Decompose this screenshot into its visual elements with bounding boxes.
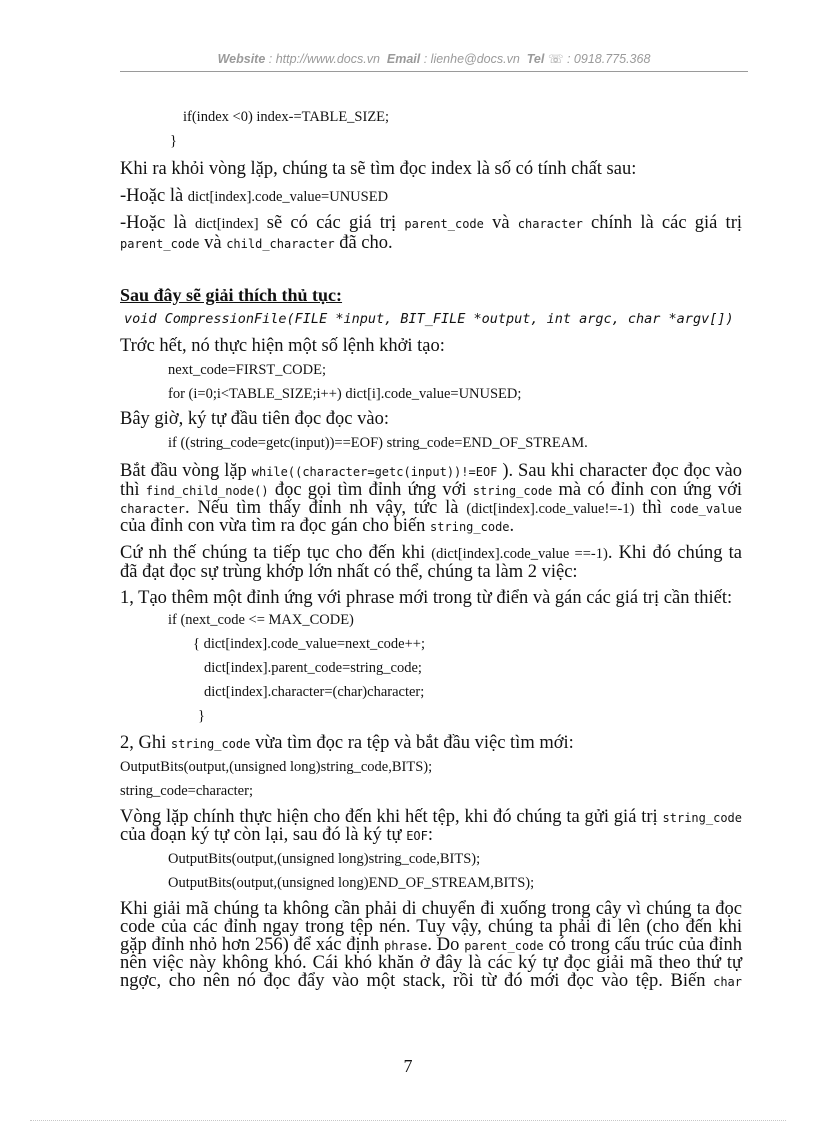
website-value: : http://www.docs.vn bbox=[268, 52, 380, 66]
code-run: (dict[index].code_value!=-1) bbox=[466, 501, 635, 517]
code-line: OutputBits(output,(unsigned long)END_OF_STREAM,BITS); bbox=[168, 875, 535, 891]
paragraph-line: 1, Tạo thêm một đỉnh ứng với phrase mới trong từ điển và gán các giá trị cần thiết: bbox=[120, 588, 733, 608]
phone-icon: ☏ bbox=[547, 52, 564, 66]
code-run: dict[index].code_value=UNUSED bbox=[187, 189, 389, 205]
code-line: dict[index].parent_code=string_code; bbox=[204, 660, 422, 676]
code-run: EOF bbox=[406, 829, 428, 843]
text-run: của đoạn ký tự còn lại, sau đó là ký tự bbox=[120, 825, 407, 845]
paragraph-line bbox=[120, 234, 393, 253]
page-header bbox=[120, 51, 748, 66]
code-run: string_code bbox=[472, 484, 553, 498]
code-run: parent_code bbox=[464, 939, 544, 953]
paragraph-line: Trớc hết, nó thực hiện một số lệnh khởi tạo: bbox=[120, 336, 445, 356]
text-run: chính là các giá trị bbox=[582, 213, 742, 233]
text-run: ). Sau khi character đọc đọc vào bbox=[497, 461, 742, 481]
text-run: . Nếu tìm thấy đỉnh nh vậy, tức là bbox=[185, 498, 467, 518]
code-run: code_value bbox=[669, 502, 742, 516]
code-line: } bbox=[198, 708, 205, 724]
code-line: } bbox=[170, 133, 177, 149]
tel-label: Tel bbox=[526, 52, 545, 66]
paragraph-line bbox=[120, 972, 742, 991]
code-run: parent_code bbox=[404, 217, 484, 231]
paragraph-line bbox=[120, 481, 742, 500]
code-run: while((character=getc(input))!=EOF bbox=[251, 465, 498, 479]
text-run: ngợc, cho nên nó đọc đẩy vào một stack, rồi từ đó mới đọc vào tệp. Biến bbox=[120, 971, 714, 991]
code-line: for (i=0;i<TABLE_SIZE;i++) dict[i].code_value=UNUSED; bbox=[168, 386, 522, 402]
text-run: đọc gọi tìm đỉnh ứng với bbox=[268, 480, 473, 500]
text-run: -Hoặc là bbox=[120, 213, 195, 233]
email-value: : lienhe@docs.vn bbox=[423, 52, 520, 66]
text-run: Vòng lặp chính thực hiện cho đến khi hết tệp, khi đó chúng ta gửi giá trị bbox=[120, 807, 663, 827]
text-run: gặp đỉnh nhỏ hơn 256) để xác định bbox=[120, 935, 384, 955]
paragraph-line: nên việc này không khó. Cái khó khăn ở đây là các ký tự đọc giải mã theo thứ tự bbox=[120, 953, 742, 973]
code-run: (dict[index].code_value ==-1) bbox=[431, 546, 608, 562]
code-line: if ((string_code=getc(input))==EOF) string_code=END_OF_STREAM. bbox=[168, 435, 588, 451]
code-run: phrase bbox=[383, 939, 428, 953]
email-label: Email bbox=[386, 52, 421, 66]
tel-value: : 0918.775.368 bbox=[566, 52, 651, 66]
text-run: -Hoặc là bbox=[120, 186, 188, 206]
text-run: thì bbox=[120, 480, 146, 500]
text-run: . bbox=[509, 516, 515, 536]
code-line: dict[index].character=(char)character; bbox=[204, 684, 425, 700]
code-run: string_code bbox=[430, 520, 510, 534]
code-run: string_code bbox=[662, 811, 742, 825]
paragraph-line: Bây giờ, ký tự đầu tiên đọc đọc vào: bbox=[120, 409, 389, 429]
code-line: OutputBits(output,(unsigned long)string_code,BITS); bbox=[168, 851, 481, 867]
code-line: string_code=character; bbox=[120, 783, 253, 799]
paragraph-line bbox=[120, 808, 742, 827]
code-line: next_code=FIRST_CODE; bbox=[168, 362, 326, 378]
text-run: Bắt đầu vòng lặp bbox=[120, 461, 252, 481]
code-run: string_code bbox=[170, 737, 251, 751]
code-run: char bbox=[713, 975, 742, 989]
text-run: có trong cấu trúc của đỉnh bbox=[543, 935, 742, 955]
footer-rule bbox=[30, 1120, 786, 1121]
code-run: character bbox=[120, 502, 186, 516]
paragraph-line bbox=[120, 544, 742, 563]
code-line: if (next_code <= MAX_CODE) bbox=[168, 612, 354, 628]
text-run: mà có đỉnh con ứng với bbox=[552, 480, 742, 500]
text-run: Cứ nh thế chúng ta tiếp tục cho đến khi bbox=[120, 543, 432, 563]
code-run: child_character bbox=[226, 237, 335, 251]
text-run: đã cho. bbox=[334, 233, 393, 253]
text-run: . Khi đó chúng ta bbox=[607, 543, 743, 563]
text-run: vừa tìm đọc ra tệp và bắt đầu việc tìm mới: bbox=[250, 733, 574, 753]
paragraph-line bbox=[120, 187, 388, 206]
website-label: Website bbox=[217, 52, 266, 66]
text-run: và bbox=[483, 213, 518, 233]
text-run: thì bbox=[634, 498, 670, 518]
text-run: . Do bbox=[427, 935, 465, 955]
paragraph-line bbox=[120, 826, 433, 845]
code-line: { dict[index].code_value=next_code++; bbox=[193, 636, 425, 652]
paragraph-line: Khi ra khỏi vòng lặp, chúng ta sẽ tìm đọc index là số có tính chất sau: bbox=[120, 159, 637, 179]
code-line: OutputBits(output,(unsigned long)string_code,BITS); bbox=[120, 759, 433, 775]
paragraph-line bbox=[120, 499, 742, 518]
paragraph-line bbox=[120, 734, 574, 753]
paragraph-line bbox=[120, 214, 742, 233]
paragraph-line: code của các đỉnh ngay trong tệp nén. Tuy vậy, chúng ta phải đi lên (cho đến khi bbox=[120, 917, 742, 937]
text-run: : bbox=[427, 825, 434, 845]
code-run: dict[index] bbox=[194, 216, 259, 232]
paragraph-line bbox=[120, 517, 514, 536]
text-run: 2, Ghi bbox=[120, 733, 171, 753]
code-run: parent_code bbox=[120, 237, 200, 251]
code-line: if(index <0) index-=TABLE_SIZE; bbox=[183, 109, 390, 125]
header-rule bbox=[120, 71, 748, 72]
paragraph-line bbox=[120, 462, 742, 481]
paragraph-line: Khi giải mã chúng ta không cần phải di chuyển đi xuống trong cây vì chúng ta đọc bbox=[120, 899, 742, 919]
paragraph-line bbox=[120, 936, 742, 955]
text-run: và bbox=[199, 233, 227, 253]
section-heading: Sau đây sẽ giải thích thủ tục: bbox=[120, 285, 343, 305]
text-run: sẽ có các giá trị bbox=[258, 213, 405, 233]
code-run: character bbox=[517, 217, 583, 231]
function-signature: void CompressionFile(FILE *input, BIT_FILE *output, int argc, char *argv[]) bbox=[124, 311, 734, 327]
paragraph-line: đã đạt đọc sự trùng khớp lớn nhất có thể, chúng ta làm 2 việc: bbox=[120, 562, 578, 582]
page-number: 7 bbox=[403, 1056, 413, 1076]
code-run: find_child_node() bbox=[145, 484, 269, 498]
text-run: của đỉnh con vừa tìm ra đọc gán cho biến bbox=[120, 516, 431, 536]
